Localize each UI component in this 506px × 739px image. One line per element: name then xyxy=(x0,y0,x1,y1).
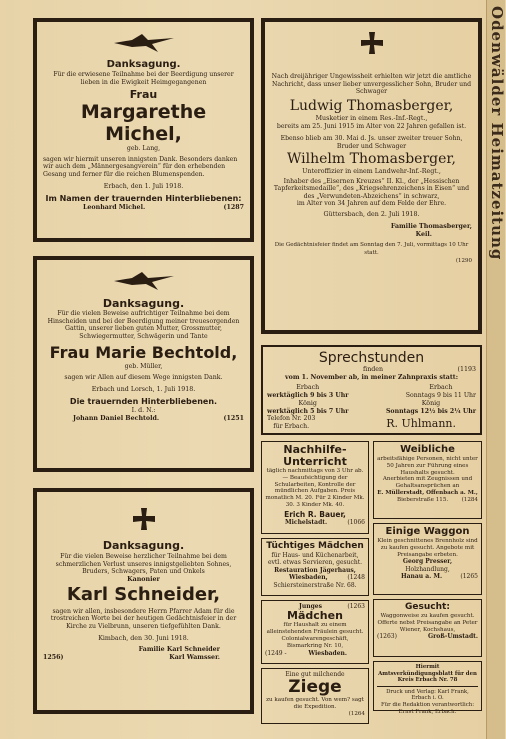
ad-family: Familie Thomasberger, xyxy=(390,222,472,230)
iron-cross-icon xyxy=(361,32,383,54)
deceased-name: Karl Schneider, xyxy=(66,583,221,605)
ad-text-2: Ebenso blieb am 30. Mai d. Js. unser zweiter treuer Sohn, Bruder und Schwager xyxy=(280,135,463,150)
weibliche-ad xyxy=(373,441,482,519)
ad-num: (1263) xyxy=(377,633,397,641)
ad-note: Die Gedächtnisfeier findet am Sonntag den 7. Juli, vormittags 10 Uhr statt. xyxy=(274,241,469,256)
divider xyxy=(377,686,478,687)
ad-num: (1287 xyxy=(223,203,244,211)
ad-title: Junges xyxy=(299,603,322,610)
ad-body: Klein geschnittenes Brennholz sind zu kaufen gesucht. Angebote mit Preisangabe erbeten. xyxy=(377,538,478,558)
ad-name: E. Müllerstadt, Offenbach a. M., xyxy=(377,489,478,496)
place-4: König xyxy=(421,399,441,407)
maedchen-ad-1 xyxy=(261,538,369,596)
ad-title: Gesucht: xyxy=(405,602,450,612)
ad-family: Familie Karl Schneider xyxy=(138,645,220,653)
ad-title: Weibliche xyxy=(400,444,455,455)
ad-text-4: im Alter von 34 Jahren auf dem Felde der Ehre. xyxy=(296,200,447,208)
ad-sub: Holzhandlung, xyxy=(405,565,450,573)
ad-body: arbeitsfähige Personen, nicht unter 50 Jahren zur Führung eines Haushalts gesucht. xyxy=(377,456,478,476)
ad-title: Danksagung. xyxy=(102,297,185,310)
ad-place: Erbach, den 1. Juli 1918. xyxy=(103,182,184,190)
eagle-emblem-icon xyxy=(112,270,176,292)
ad-num-2: (1249 - xyxy=(265,649,287,657)
ad-body: Amtsverkündigungsblatt für den Kreis Erbach Nr. 78 xyxy=(378,670,477,684)
ad-rank-2: Unteroffizier in einem Landwehr-Inf.-Regt., xyxy=(302,167,441,175)
ad-place: Erbach und Lorsch, 1. Juli 1918. xyxy=(91,385,196,393)
ad-num: (1263 xyxy=(347,603,365,610)
ad-num: (1251 xyxy=(223,414,244,422)
eagle-emblem-icon xyxy=(112,32,176,54)
iron-cross-icon xyxy=(133,508,155,530)
ad-sub: finden xyxy=(363,366,384,373)
ad-family-2: Karl Wamsser. xyxy=(169,653,220,661)
ad-intro: Nach dreijähriger Ungewissheit erhielten wir jetzt die amtliche Nachricht, dass unser lieber unvergesslicher Sohn, Bruder und Schwager xyxy=(271,73,472,96)
ad-body: sagen wir Allen auf diesem Wege innigsten Dank. xyxy=(64,373,223,381)
nachruf-thomasberger xyxy=(261,18,482,334)
ad-name: Erich R. Bauer, xyxy=(284,509,346,519)
ad-place: Kimbach, den 30. Juni 1918. xyxy=(98,634,189,642)
ad-num: 1256) xyxy=(43,653,64,661)
sprechstunden-ad xyxy=(261,345,482,435)
danksagung-schneider xyxy=(33,488,254,714)
ad-body-3: Für die Redaktion verantwortlich: Ernst Frank, Erbach. xyxy=(380,701,475,715)
ad-city: Wiesbaden. xyxy=(308,649,347,657)
maedchen-ad-2 xyxy=(261,600,369,664)
ad-body: Waggonweise zu kaufen gesucht. Offerte nebst Preisangabe an Peter Wiener, Kochshaus, xyxy=(377,613,478,633)
ad-title: Hiermit xyxy=(415,664,440,670)
ad-body: zu kaufen gesucht. Von wem? sagt die Expedition. xyxy=(266,697,364,711)
ziege-ad xyxy=(261,668,369,724)
deceased-name: Margarethe Michel, xyxy=(80,101,207,146)
ad-name: Georg Presser, xyxy=(402,558,453,566)
ad-sign: Im Namen der trauernden Hinterbliebenen: xyxy=(45,193,242,203)
ad-body-2: Anerbieten mit Zeugnissen und Gehaltsansprüchen an xyxy=(382,476,473,490)
ad-title: Sprechstunden xyxy=(318,350,425,366)
danksagung-michel xyxy=(33,18,254,242)
ad-title-2: Mädchen xyxy=(287,609,343,623)
ad-street: Bieberstraße 115. xyxy=(397,497,449,504)
ad-num: (1193 xyxy=(457,366,476,373)
ad-street: Schiersteinerstraße Nr. 68. xyxy=(273,581,357,589)
ad-num: (1265 xyxy=(460,573,478,581)
hours-3: werktäglich 5 bis 7 Uhr xyxy=(267,407,349,415)
hours-4: Sonntags 12½ bis 2¼ Uhr xyxy=(385,407,476,415)
ad-intro: Für die vielen Beweise herzlicher Teilnahme bei dem schmerzlichen Verlust unseres innigstgeliebten Sohnes, Bruders, Schwagers, Paten und Onkels xyxy=(55,553,232,576)
ad-text-3: Inhaber des „Eisernen Kreuzes“ II. Kl., der „Hessischen Tapferkeitsmedaille“, des „Kriegsehrenzeichens in Eisen“ und des „Verwundeten-Abzeichens“ in schwarz, xyxy=(273,177,470,200)
ad-line: vom 1. November ab, in meiner Zahnpraxis statt: xyxy=(284,374,459,381)
ad-city: Hanau a. M. xyxy=(401,573,443,581)
ad-geb: geb. Lang, xyxy=(126,145,161,153)
ad-title: Einige Waggon xyxy=(385,526,470,537)
phone-2: für Erbach. xyxy=(273,422,310,430)
ad-num: (1284 xyxy=(461,497,478,504)
ad-intro: Für die vielen Beweise aufrichtiger Teilnahme bei dem Hinscheiden und bei der Beerdigung meiner treuesorgenden Gattin, unserer lieben guten Mutter, Grossmutter, Schwiegermutter, Schwägerin und Tante xyxy=(47,310,240,340)
ad-sign-abbr: I. d. N.: xyxy=(131,406,156,414)
hours-1: werktäglich 9 bis 3 Uhr xyxy=(267,392,349,399)
ad-body-2: Druck und Verlag: Karl Frank, Erbach i. O. xyxy=(386,688,469,702)
ad-body: für Haushalt zu einem alleinstehenden Fräulein gesucht. Colonialwarengeschäft, Bismarkring Nr. 10, xyxy=(266,622,364,649)
ad-street: Michelstadt. xyxy=(285,518,328,526)
ad-sign: Die trauernden Hinterbliebenen. xyxy=(69,396,218,406)
ad-body: täglich nachmittags von 3 Uhr ab. — Beaufsichtigung der Schularbeiten, Kontrolle der mündlichen Aufgaben. Preis monatlich M. 20. Für 2 Kinder Mk. 30. 3 Kinder Mk. 40. xyxy=(265,468,365,508)
ad-num: (1248 xyxy=(347,574,365,582)
place-3: König xyxy=(298,399,317,407)
place-2: Erbach xyxy=(429,384,453,391)
ad-family-2: Keil. xyxy=(415,230,432,238)
dentist-name: R. Uhlmann. xyxy=(386,417,456,431)
ad-rank: Kanonier xyxy=(127,575,160,583)
ad-body: für Haus- und Küchenarbeit, evtl. etwas Servieren, gesucht. xyxy=(267,552,363,567)
hours-2: Sonntags 9 bis 11 Uhr xyxy=(405,392,476,399)
masthead-text: Odenwälder Heimatzeitung xyxy=(488,6,506,261)
ad-pre: Frau xyxy=(129,88,158,102)
ad-top: Eine gut milchende xyxy=(285,671,345,678)
ad-num: (1290 xyxy=(455,258,472,265)
impressum xyxy=(373,661,482,715)
ad-geb: geb. Müller, xyxy=(124,363,163,371)
fallen-name-2: Wilhelm Thomasberger, xyxy=(287,150,456,167)
waggon-ad xyxy=(373,523,482,595)
danksagung-bechtold xyxy=(33,256,254,472)
ad-title: Danksagung. xyxy=(106,59,181,70)
phone: Telefon Nr. 203 xyxy=(267,415,316,423)
masthead-strip xyxy=(486,0,505,739)
ad-num: (1066 xyxy=(347,518,365,526)
deceased-name: Frau Marie Bechtold, xyxy=(49,343,238,363)
ad-name: Restauration Jägerhaus, xyxy=(274,566,356,574)
ad-sign-name: Johann Daniel Bechtold. xyxy=(73,414,160,422)
place-1: Erbach xyxy=(296,384,320,391)
gesucht-ad xyxy=(373,599,482,657)
ad-sign-name: Leonhard Michel. xyxy=(83,203,146,211)
ad-intro: Für die erwiesene Teilnahme bei der Beerdigung unserer lieben in die Ewigkeit Heimgegangenen xyxy=(53,71,234,86)
ad-title: Tüchtiges Mädchen xyxy=(266,541,364,551)
ad-rank-1: Musketier in einem Res.-Inf.-Regt., xyxy=(315,114,428,122)
fallen-name-1: Ludwig Thomasberger, xyxy=(289,97,454,114)
ad-place: Güttersbach, den 2. Juli 1918. xyxy=(323,210,420,218)
ad-num: (1264 xyxy=(348,711,365,717)
ad-body: sagen wir allen, insbesondere Herrn Pfarrer Adam für die trostreichen Worte bei der heutigen Gedächtnisfeier in der Kirche zu Vielbrunn, unseren tiefgefühlten Dank. xyxy=(50,607,237,630)
ad-title: Danksagung. xyxy=(102,539,185,552)
ad-title: Ziege xyxy=(288,677,342,698)
ad-city: Groß-Umstadt. xyxy=(427,633,478,641)
nachhilfe-ad xyxy=(261,441,369,534)
ad-text-1: bereits am 25. Juni 1915 im Alter von 22 Jahren gefallen ist. xyxy=(276,122,467,130)
ad-city: Wiesbaden, xyxy=(289,574,328,582)
ad-title: Nachhilfe-Unterricht xyxy=(283,443,347,468)
ad-body: sagen wir hiermit unseren innigsten Dank. Besonders danken wir auch dem „Männergesangverein“ für den erhebenden Gesang und ferner für die reichen Blumenspenden. xyxy=(43,155,238,178)
